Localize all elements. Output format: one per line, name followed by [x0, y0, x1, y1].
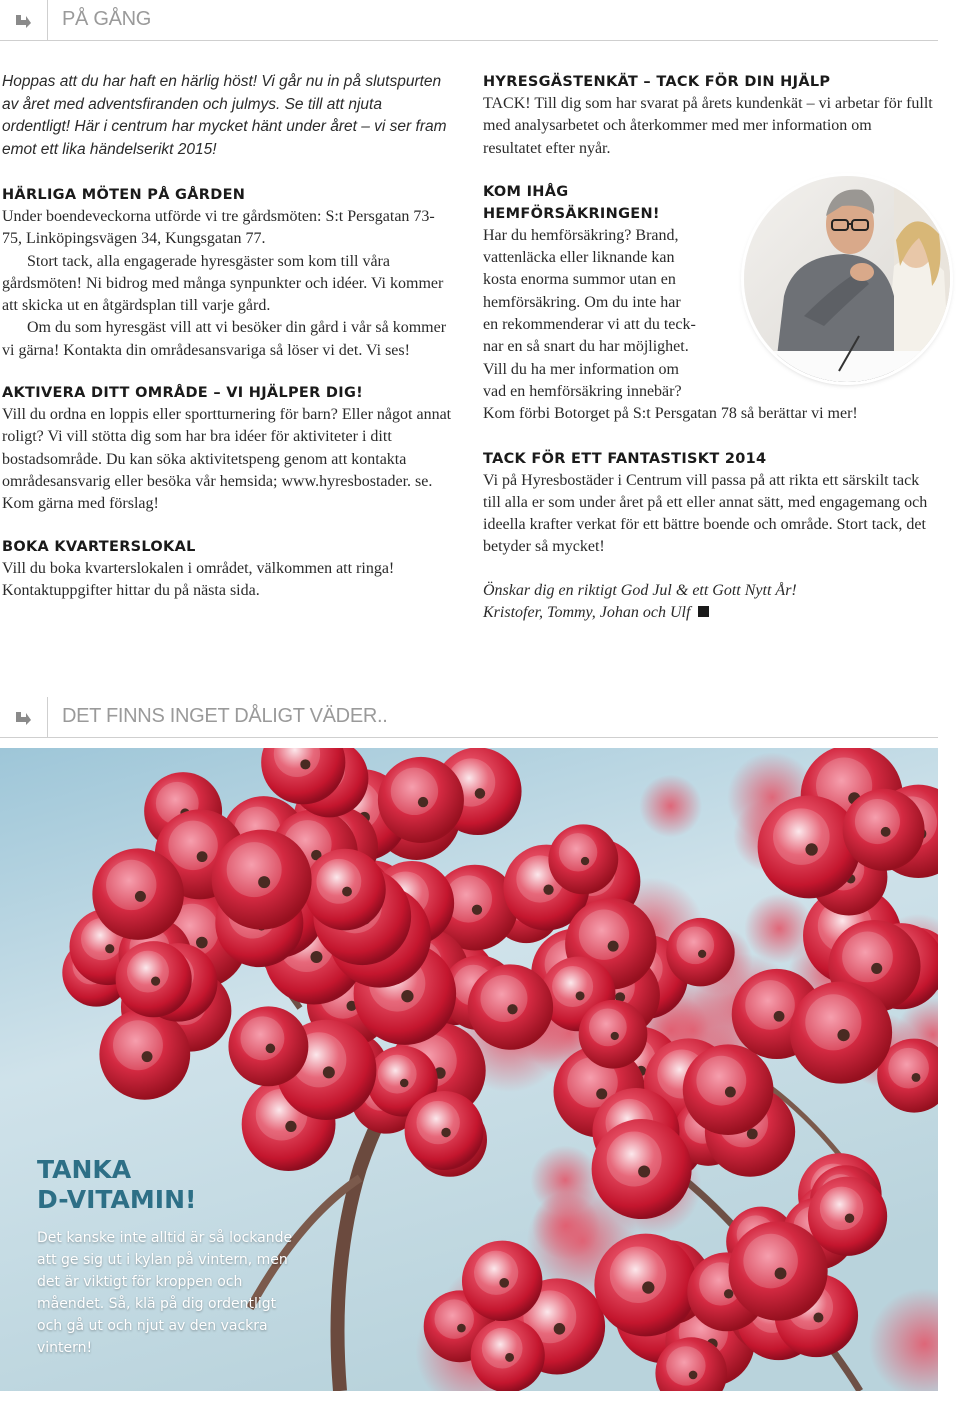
feature-text: Det kanske inte alltid är så lockande att ge sig ut i kylan på vintern, men det är viktigt för kroppen och måendet. Så, klä på dig ordentligt och gå ut och njut av den vackra vintern!: [37, 1230, 293, 1356]
left-column: [2, 71, 452, 602]
heading-aktivera: AKTIVERA DITT OMRÅDE – VI HJÄLPER DIG!: [2, 385, 364, 402]
feature-heading-line1: TANKA: [37, 1155, 132, 1184]
paragraph: Vill du ordna en loppis eller sportturnering för barn? Eller något annat roligt? Vi vill stötta dig som har bra idéer för aktiviteter i ditt bostadsområde. Du kan söka aktivitetspeng genom att kontakta områdesansvarig eller besöka vår hemsida; www.hyresbostader. se. Kom gärna med förslag!: [2, 406, 452, 513]
signoff-greeting: Önskar dig en riktigt God Jul & ett Gott Nytt År!: [483, 581, 797, 599]
arrow-down-right-icon: [13, 707, 33, 727]
feature-box: [37, 1155, 297, 1359]
arrow-down-right-icon: [13, 10, 33, 30]
people-photo-illustration: [744, 176, 950, 382]
intro-text: Hoppas att du har haft en härlig höst! Vi går nu in på slutspurten av året med adventsfiranden och julmys. Se till att njuta ordentligt! Här i centrum har mycket hänt under året – vi ser fram emot ett lika händelserikt 2015!: [2, 73, 447, 158]
section-title: PÅ GÅNG: [62, 8, 152, 30]
paragraph: Stort tack, alla engagerade hyresgäster som kom till våra gårdsmöten! Ni bidrog med många synpunkter och idéer. Vi kommer att skicka ut en åtgärdsplan till varje gård.: [2, 252, 444, 315]
signoff-names: [483, 602, 933, 624]
text-line: hemförsäkring. Om du inte har: [483, 293, 681, 311]
section-icon-box: [0, 697, 48, 737]
heading-hyresgastenkat: HYRESGÄSTENKÄT – TACK FÖR DIN HJÄLP: [483, 74, 831, 90]
section-title: DET FINNS INGET DÅLIGT VÄDER..: [62, 705, 388, 727]
end-mark-icon: [698, 606, 709, 617]
heading-boka-kvarterslokal: BOKA KVARTERSLOKAL: [2, 538, 196, 555]
section-icon-box: [0, 0, 48, 40]
section-header-daligt-vader: [0, 697, 938, 738]
section-header-pa-gang: [0, 0, 938, 41]
heading-kom-ihag: KOM IHÅG: [483, 183, 569, 200]
text-line: vattenläcka eller liknande kan: [483, 249, 675, 267]
text-line: kosta enorma summor utan en: [483, 271, 676, 289]
feature-heading-line2: D-VITAMIN!: [37, 1185, 197, 1214]
text-line: vad en hemförsäkring innebär?: [483, 382, 682, 400]
paragraph: Om du som hyresgäst vill att vi besöker din gård i vår så kommer vi gärna! Kontakta din områdesansvariga så löser vi det. Vi ses!: [2, 319, 447, 359]
heading-tack-2014: TACK FÖR ETT FANTASTISKT 2014: [483, 450, 767, 467]
consultation-photo: [744, 176, 950, 382]
paragraph: Vill du boka kvarterslokalen i området, välkommen att ringa! Kontaktuppgifter hittar du på nästa sida.: [2, 559, 395, 599]
text-line: en rekommenderar vi att du teck-: [483, 316, 696, 334]
paragraph: TACK! Till dig som har svarat på årets kundenkät – vi arbetar för fullt med analysarbetet och återkommer med mer information om resultatet efter nyår.: [483, 95, 933, 157]
heading-hemforsakringen: HEMFÖRSÄKRINGEN!: [483, 205, 660, 222]
text-line: Vill du ha mer information om: [483, 360, 679, 378]
signoff-names-text: Kristofer, Tommy, Johan och Ulf: [483, 604, 691, 622]
text-line: nar en så snart du har möjlighet.: [483, 338, 689, 356]
paragraph: Vi på Hyresbostäder i Centrum vill passa på att rikta ett särskilt tack till alla er som under året på ett eller annat sätt, med engagemang och ideella krafter verkat för ett bättre boende och område. Stort tack, det betyder så mycket!: [483, 471, 928, 556]
text-line: Kom förbi Botorget på S:t Persgatan 78 så berättar vi mer!: [483, 405, 858, 423]
heading-harliga-moten: HÄRLIGA MÖTEN PÅ GÅRDEN: [2, 187, 246, 203]
text-line: Har du hemförsäkring? Brand,: [483, 226, 679, 244]
paragraph: Under boendeveckorna utförde vi tre gårdsmöten: S:t Persgatan 73-75, Linköpingsvägen 34, Kungsgatan 77.: [2, 208, 435, 248]
